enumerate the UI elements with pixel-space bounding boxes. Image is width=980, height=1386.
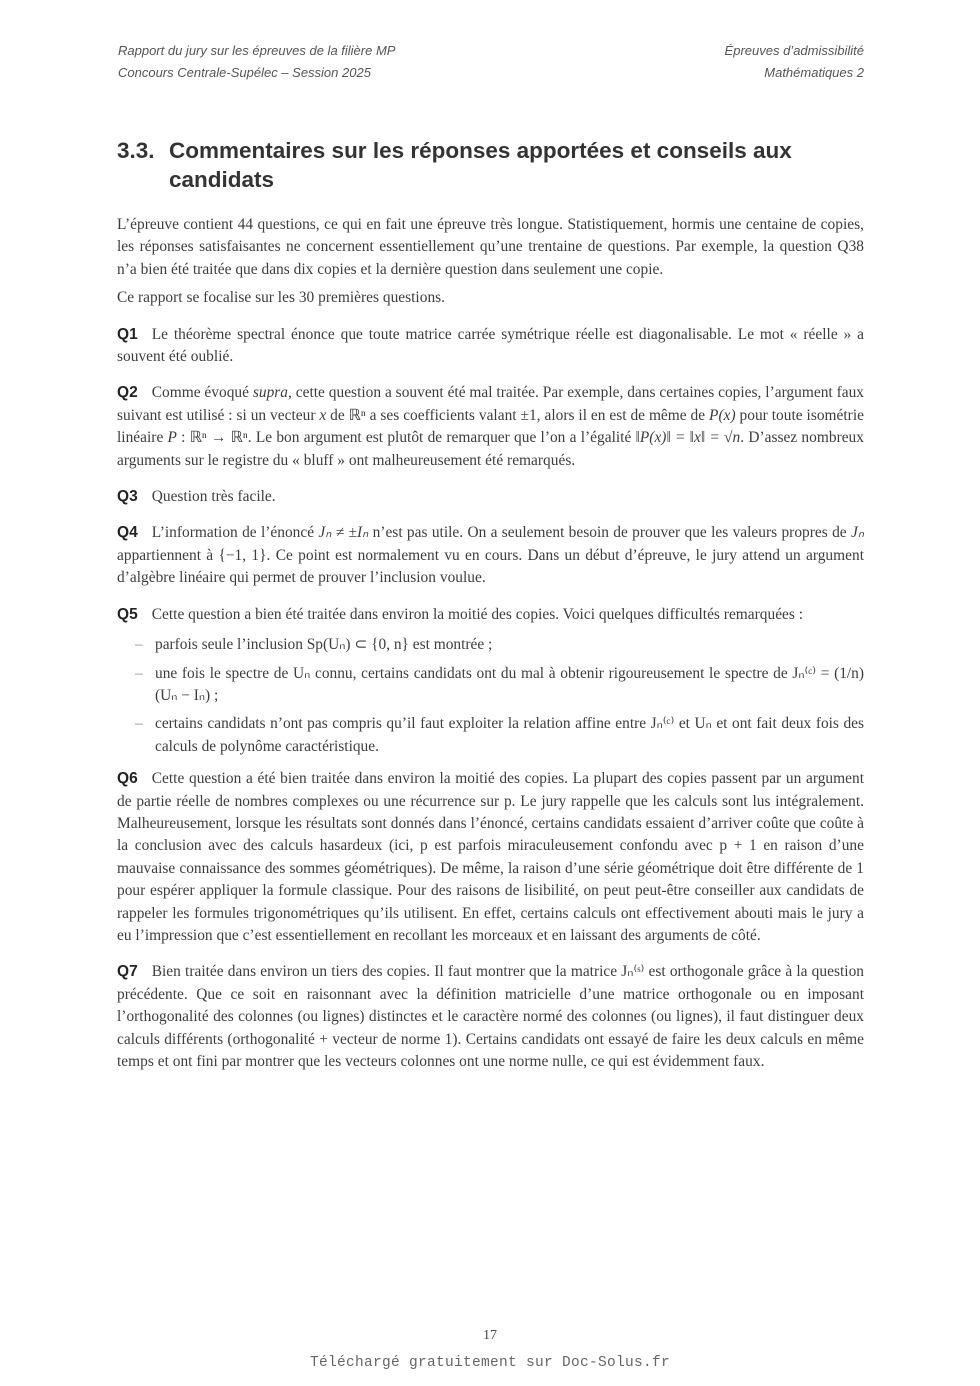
question-text: Cette question a été bien traitée dans environ la moitié des copies. La plupart des copies passent par un argument de partie réelle de nombres complexes ou une récurrence sur p. Le jury rappelle que les calculs sont lus intégralement. Malheureusement, lorsque les résultats sont donnés dans l’énoncé, certains candidats essaient d’arriver coûte que coûte à la conclusion avec des calculs hasardeux (ici, p est parfois miraculeusement confondu avec p + 1 en raison d’une mauvaise connaissance des sommes géométriques). De même, la raison d’une série géométrique doit être différente de 1 pour espérer appliquer la formule classique. Pour des raisons de lisibilité, on peut peut-être conseiller aux candidats de rappeler les formules trigonométriques qu’ils utilisent. En effet, certains calculs ont effectivement abouti mais le jury a eu l’impression que c’est essentiellement en recollant les morceaux et en laissant des arguments de côté. xyxy=(117,770,864,944)
question-q5 xyxy=(117,604,864,626)
section-title: Commentaires sur les réponses apportées et conseils aux candidats xyxy=(169,138,792,192)
list-item: – certains candidats n’ont pas compris qu’il faut exploiter la relation affine entre Jₙ⁽ᶜ⁾ et Uₙ et ont fait deux fois des calculs de polynôme caractéristique. xyxy=(155,713,864,758)
question-text: Question très facile. xyxy=(151,488,276,506)
section-number: 3.3. xyxy=(117,138,155,163)
text-fragment: Comme évoqué xyxy=(151,384,253,402)
intro-focus-paragraph: Ce rapport se focalise sur les 30 premières questions. xyxy=(117,289,446,307)
math-variable: P xyxy=(167,429,177,447)
math-variable: x xyxy=(319,406,327,424)
header-report-title: Rapport du jury sur les épreuves de la filière MP xyxy=(118,43,396,58)
math-expression: Jₙ ≠ ±Iₙ xyxy=(318,524,369,542)
header-exam-type: Épreuves d’admissibilité xyxy=(724,43,864,58)
question-label: Q6 xyxy=(117,770,138,788)
header-left xyxy=(118,40,395,84)
list-item: – une fois le spectre de Uₙ connu, certains candidats ont du mal à obtenir rigoureusement le spectre de Jₙ⁽ᶜ⁾ = (1/n)(Uₙ − Iₙ) ; xyxy=(155,663,864,708)
text-fragment: appartiennent à {−1, 1}. Ce point est normalement vu en cours. Dans un début d’épreuve, le jury attend un argument d’algèbre linéaire qui permet de prouver l’inclusion voulue. xyxy=(117,546,864,587)
question-label: Q2 xyxy=(117,384,138,402)
page-content xyxy=(117,136,864,1073)
text-fragment: . D’assez nombreux arguments sur le registre du « bluff » ont malheureusement été remarqués. xyxy=(117,429,864,469)
question-q1 xyxy=(117,324,864,369)
question-text: Le théorème spectral énonce que toute matrice carrée symétrique réelle est diagonalisable. Le mot « réelle » a souvent été oublié. xyxy=(117,325,864,366)
q5-difficulty-list xyxy=(117,634,864,758)
question-label: Q5 xyxy=(117,605,138,623)
question-text: Cette question a bien été traitée dans environ la moitié des copies. Voici quelques difficultés remarquées : xyxy=(151,605,804,623)
question-q4 xyxy=(117,522,864,589)
question-label: Q7 xyxy=(117,963,138,981)
question-label: Q1 xyxy=(117,325,138,343)
list-item: – parfois seule l’inclusion Sp(Uₙ) ⊂ {0, n} est montrée ; xyxy=(155,634,864,656)
text-fragment: : ℝⁿ → ℝⁿ. Le bon argument est plutôt de remarquer que l’on a l’égalité xyxy=(176,429,636,447)
text-fragment: de ℝⁿ a ses coefficients valant ±1, alors il en est de même de xyxy=(326,406,710,424)
math-expression: ‖P(x)‖ = ‖x‖ = √n xyxy=(635,429,741,447)
question-q6 xyxy=(117,768,864,947)
latin-term: supra xyxy=(252,384,289,402)
download-notice: Téléchargé gratuitement sur Doc-Solus.fr xyxy=(309,1355,671,1371)
intro-paragraph: L’épreuve contient 44 questions, ce qui en fait une épreuve très longue. Statistiquement, hormis une centaine de copies, les réponses satisfaisantes ne concernent essentiellement qu’une trentaine de questions. Par exemple, la question Q38 n’a bien été traitée que dans dix copies et la dernière question dans seulement une copie. xyxy=(117,216,864,278)
section-heading xyxy=(117,136,864,194)
text-fragment: n’est pas utile. On a seulement besoin de prouver que les valeurs propres de xyxy=(368,524,851,542)
question-q3 xyxy=(117,486,864,508)
header-right xyxy=(725,40,864,84)
text-fragment: pour toute isométrie linéaire xyxy=(117,406,864,447)
header-contest-session: Concours Centrale-Supélec – Session 2025 xyxy=(118,65,371,80)
header-subject: Mathématiques 2 xyxy=(764,65,864,80)
question-label: Q3 xyxy=(117,488,138,506)
math-expression: P(x) xyxy=(709,406,736,424)
question-q2 xyxy=(117,382,864,472)
text-fragment: , cette question a souvent été mal traitée. Par exemple, dans certaines copies, l’argument faux suivant est utilisé : si un vecteur xyxy=(117,384,865,424)
question-q7 xyxy=(117,961,864,1073)
math-expression: Jₙ xyxy=(850,524,864,542)
question-label: Q4 xyxy=(117,524,138,542)
page-number: 17 xyxy=(483,1328,497,1343)
question-text: Bien traitée dans environ un tiers des copies. Il faut montrer que la matrice Jₙ⁽ˢ⁾ est orthogonale grâce à la question précédente. Que ce soit en raisonnant avec la définition matricielle d’une matrice orthogonale ou en imposant l’orthogonalité des colonnes (ou lignes) distinctes et le caractère normé des colonnes (ou lignes), il faut distinguer deux calculs différents (orthogonalité + vecteur de norme 1). Certains candidats ont essayé de faire les deux calculs en même temps et ont fini par montrer que les vecteurs colonnes ont une norme nulle, ce qui est évidemment faux. xyxy=(117,963,864,1070)
text-fragment: L’information de l’énoncé xyxy=(151,524,319,542)
